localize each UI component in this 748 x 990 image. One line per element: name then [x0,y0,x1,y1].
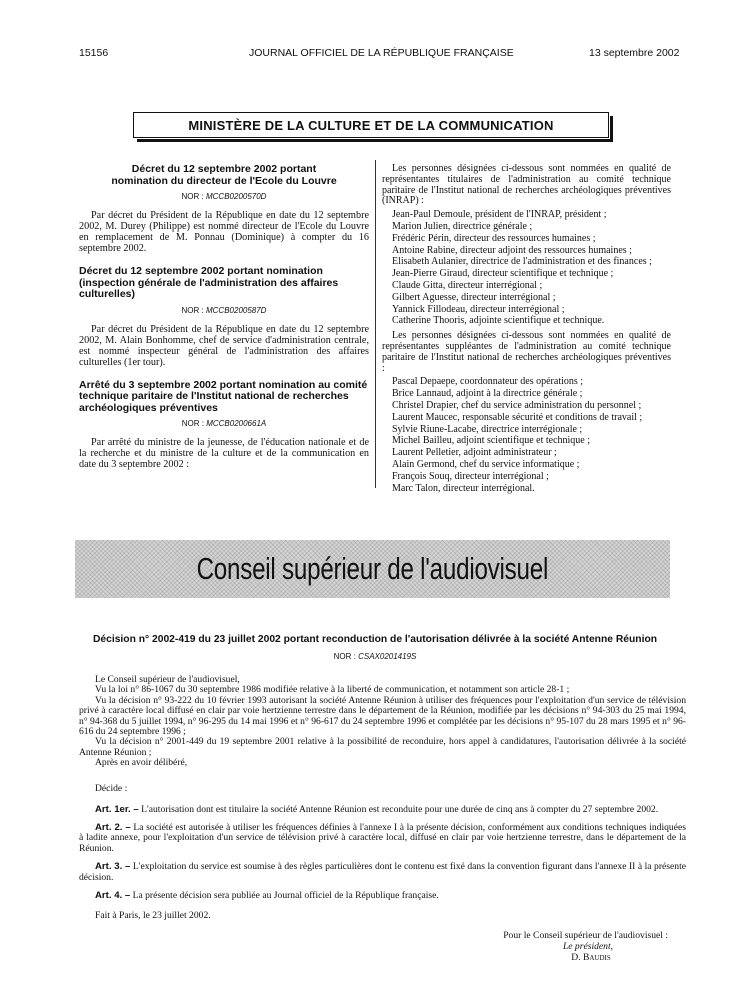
substitute-list [392,376,671,494]
signature-for: Pour le Conseil supérieur de l'audiovisuel : [503,930,668,941]
decree3-nor: NOR : MCCB0200661A [181,419,267,428]
article-2: Art. 2. – La société est autorisée à utiliser les fréquences définies à l'annexe I à la présente décision, conformément aux conditions techniques indiquées à ladite annexe, pour l'exploitation d'un service de télévision privé à caractère local, diffusé en clair par voie hertzienne terrestre, dans le département de la Réunion. [79,822,686,854]
signature-block [468,930,668,963]
preamble-line: Vu la loi n° 86-1067 du 30 septembre 1986 modifiée relative à la liberté de communication, et notamment son article 28-1 ; [95,684,570,696]
decree2-text: Par décret du Président de la République en date du 12 septembre 2002, M. Alain Bonhomme, chef de service d'administration centrale, est nommé inspecteur général de l'administration des affaires culturelles (1er tour). [79,323,369,368]
decree1-title: Décret du 12 septembre 2002 portant nomination du directeur de l'Ecole du Louvre [111,163,337,187]
list-item: Catherine Thooris, adjointe scientifique et technique. [392,315,605,327]
decision-title: Décision n° 2002-419 du 23 juillet 2002 portant reconduction de l'autorisation délivrée à la société Antenne Réunion [92,634,658,645]
preamble-line: Vu la décision n° 93-222 du 10 février 1993 autorisant la société Antenne Réunion à utiliser des fréquences pour l'exploitation d'un service de télévision privé à caractère local diffusé en clair par voie hertzienne terrestre dans le département de la Réunion, modifiée par les décisions n° 94-303 du 25 mai 1994, n° 94-368 du 5 juillet 1994, n° 96-295 du 14 mai 1996 et n° 96-617 du 24 septembre 1996 et complétée par les décisions n° 95-107 du 28 mars 1995 et n° 96-616 du 24 septembre 1996 ; [79,694,686,738]
list-item: Pascal Depaepe, coordonnateur des opérations ; [392,376,584,388]
list-item: Yannick Fillodeau, directeur interrégional ; [392,303,565,315]
decree1-text: Par décret du Président de la République en date du 12 septembre 2002, M. Durey (Philippe) est nommé directeur de l'Ecole du Louvre en remplacement de M. Ponnau (Dominique) à compter du 16 septembre 2002. [79,210,369,254]
list-item: Laurent Pelletier, adjoint administrateur ; [392,447,557,459]
csa-banner [75,540,670,598]
ministry-heading [133,112,609,138]
csa-banner-text: Conseil supérieur de l'audiovisuel [196,551,549,586]
signature-role: Le président, [562,941,614,952]
decision-body [79,675,686,921]
list-item: Jean-Pierre Giraud, directeur scientifique et technique ; [392,268,614,280]
list-item: Elisabeth Aulanier, directrice de l'administration et des finances ; [392,256,652,268]
journal-title: JOURNAL OFFICIEL DE LA RÉPUBLIQUE FRANÇAISE [249,47,514,59]
decree3-text: Par arrêté du ministre de la jeunesse, de l'éducation nationale et de la recherche et du ministre de la culture et de la communication en date du 3 septembre 2002 : [79,437,369,470]
list-item: François Souq, directeur interrégional ; [392,470,549,482]
preamble-line: Vu la décision n° 2001-449 du 19 septembre 2001 relative à la possibilité de reconduire, hors appel à candidatures, l'autorisation délivrée à la société Antenne Réunion ; [79,736,686,758]
titular-intro: Les personnes désignées ci-dessous sont nommées en qualité de représentantes titulaires de l'administration au comité technique paritaire de l'Institut national de recherches archéologiques préventives (INRAP) : [382,163,671,207]
titular-list [392,209,671,327]
right-column [382,164,671,498]
list-item: Michel Bailleu, adjoint scientifique et technique ; [392,435,590,447]
ministry-heading-text: MINISTÈRE DE LA CULTURE ET DE LA COMMUNICATION [188,117,554,133]
list-item: Jean-Paul Demoule, président de l'INRAP, président ; [392,209,607,221]
list-item: Laurent Maucec, responsable sécurité et conditions de travail ; [392,411,643,423]
page-number: 15156 [79,47,109,59]
preamble-line: Après en avoir délibéré, [95,757,188,769]
list-item: Marc Talon, directeur interrégional. [392,482,535,494]
article-1: Art. 1er. – L'autorisation dont est titulaire la société Antenne Réunion est reconduite pour une durée de cinq ans à compter du 27 septembre 2002. [95,803,659,815]
decree2-nor: NOR : MCCB0200587D [181,305,267,315]
article-4: Art. 4. – La présente décision sera publiée au Journal officiel de la République française. [95,890,439,902]
decision-nor: NOR : CSAX0201419S [333,652,417,661]
decree2-title: Décret du 12 septembre 2002 portant nomination (inspection générale de l'administration des affaires culturelles) [79,265,339,300]
publication-date: 13 septembre 2002 [589,47,680,59]
list-item: Alain Germond, chef du service informatique ; [392,458,580,470]
done-at: Fait à Paris, le 23 juillet 2002. [95,909,211,921]
list-item: Gilbert Aguesse, directeur interrégional ; [392,291,556,303]
article-3: Art. 3. – L'exploitation du service est soumise à des règles particulières dont le contenu est fixé dans la convention figurant dans l'annexe II à la présente décision. [79,861,686,883]
list-item: Christel Drapier, chef du service administration du personnel ; [392,399,642,411]
preamble-line: Le Conseil supérieur de l'audiovisuel, [95,674,240,685]
decide-label: Décide : [95,782,128,794]
list-item: Antoine Rabine, directeur adjoint des ressources humaines ; [392,244,632,256]
substitute-intro: Les personnes désignées ci-dessous sont nommées en qualité de représentantes suppléantes de l'administration au comité technique paritaire de l'Institut national de recherches archéologiques préventives : [382,330,671,374]
column-divider [375,160,376,488]
list-item: Frédéric Périn, directeur des ressources humaines ; [392,232,596,244]
list-item: Claude Gitta, directeur interrégional ; [392,279,543,291]
left-column [79,164,369,480]
list-item: Sylvie Riune-Lacabe, directrice interrégionale ; [392,423,583,435]
decree3-title: Arrêté du 3 septembre 2002 portant nomination au comité technique paritaire de l'Institut national de recherches archéologiques préventives [79,378,368,414]
list-item: Marion Julien, directrice générale ; [392,220,533,232]
decree1-nor: NOR : MCCB0200570D [181,192,267,201]
list-item: Brice Lannaud, adjoint à la directrice générale ; [392,388,583,400]
signature-name: D. Baudis [571,952,611,963]
